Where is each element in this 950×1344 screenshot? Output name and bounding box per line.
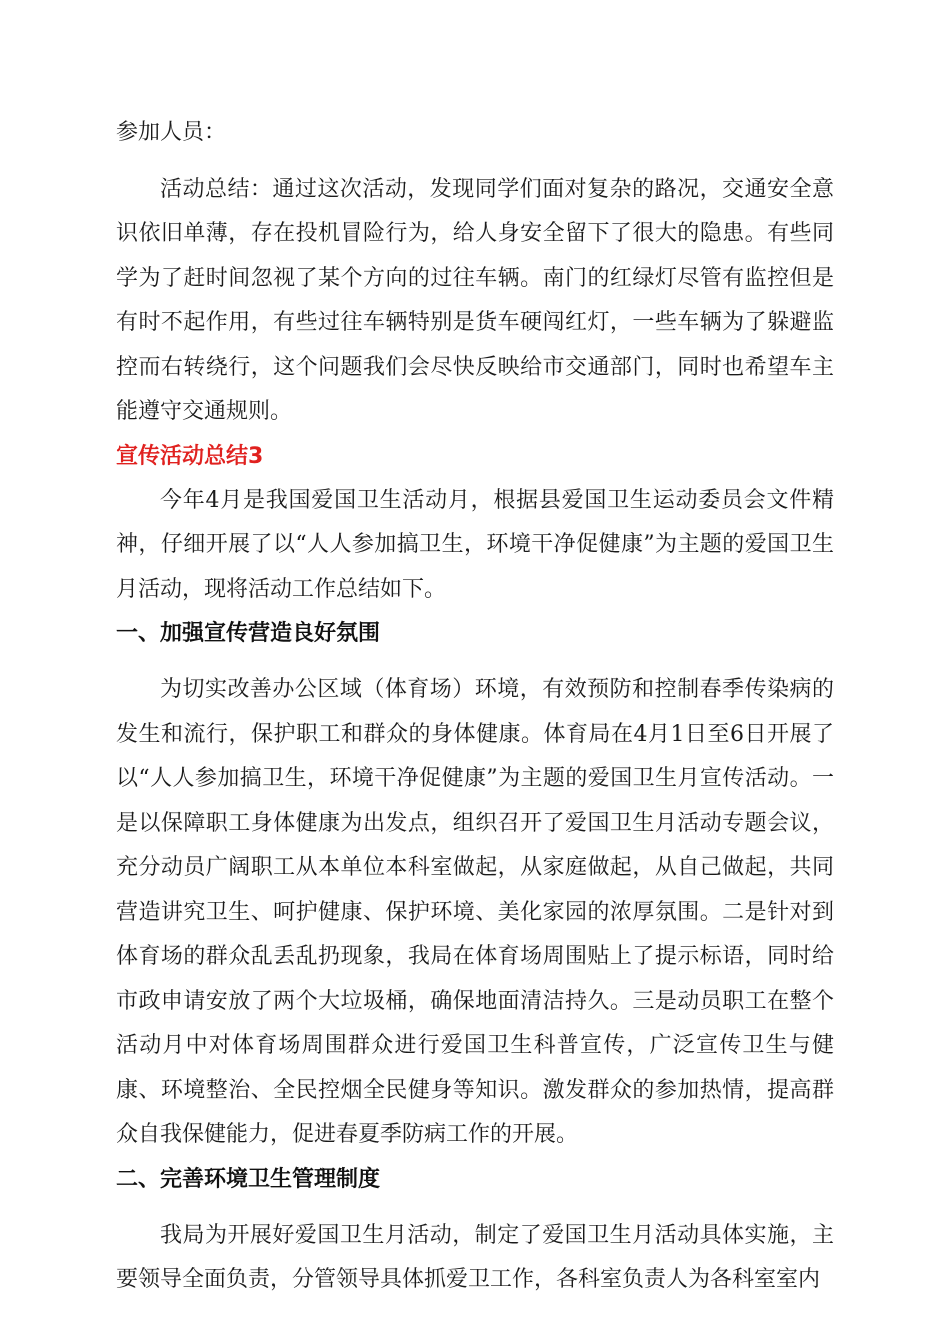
- subsection-1-paragraph: 为切实改善办公区域（体育场）环境，有效预防和控制春季传染病的发生和流行，保护职工和群众的身体健康。体育局在4月1日至6日开展了以“人人参加搞卫生，环境干净促健康”为主题的爱国卫生月宣传活动。一是以保障职工身体健康为出发点，组织召开了爱国卫生月活动专题会议，充分动员广阔职工从本单位本科室做起，从家庭做起，从自己做起，共同营造讲究卫生、呵护健康、保护环境、美化家园的浓厚氛围。二是针对到体育场的群众乱丢乱扔现象，我局在体育场周围贴上了提示标语，同时给市政申请安放了两个大垃圾桶，确保地面清洁持久。三是动员职工在整个活动月中对体育场周围群众进行爱国卫生科普宣传，广泛宣传卫生与健康、环境整治、全民控烟全民健身等知识。激发群众的参加热情，提高群众自我保健能力，促进春夏季防病工作的开展。: [116, 677, 834, 1147]
- section-intro-paragraph: 今年4月是我国爱国卫生活动月，根据县爱国卫生运动委员会文件精神，仔细开展了以“人人参加搞卫生，环境干净促健康”为主题的爱国卫生月活动，现将活动工作总结如下。: [116, 487, 834, 602]
- activity-summary-paragraph: 活动总结：通过这次活动，发现同学们面对复杂的路况，交通安全意识依旧单薄，存在投机冒险行为，给人身安全留下了很大的隐患。有些同学为了赶时间忽视了某个方向的过往车辆。南门的红绿灯尽管有监控但是有时不起作用，有些过往车辆特别是货车硬闯红灯，一些车辆为了躲避监控而右转绕行，这个问题我们会尽快反映给市交通部门，同时也希望车主能遵守交通规则。: [116, 176, 834, 424]
- participants-label: 参加人员：: [116, 120, 227, 145]
- subsection-2-paragraph: 我局为开展好爱国卫生月活动，制定了爱国卫生月活动具体实施，主要领导全面负责，分管领导具体抓爱卫工作，各科室负责人为各科室室内: [116, 1222, 834, 1292]
- section-title: 宣传活动总结3: [116, 443, 264, 469]
- subsection-heading-1: 一、加强宣传营造良好氛围: [116, 621, 381, 646]
- subsection-heading-2: 二、完善环境卫生管理制度: [116, 1166, 381, 1192]
